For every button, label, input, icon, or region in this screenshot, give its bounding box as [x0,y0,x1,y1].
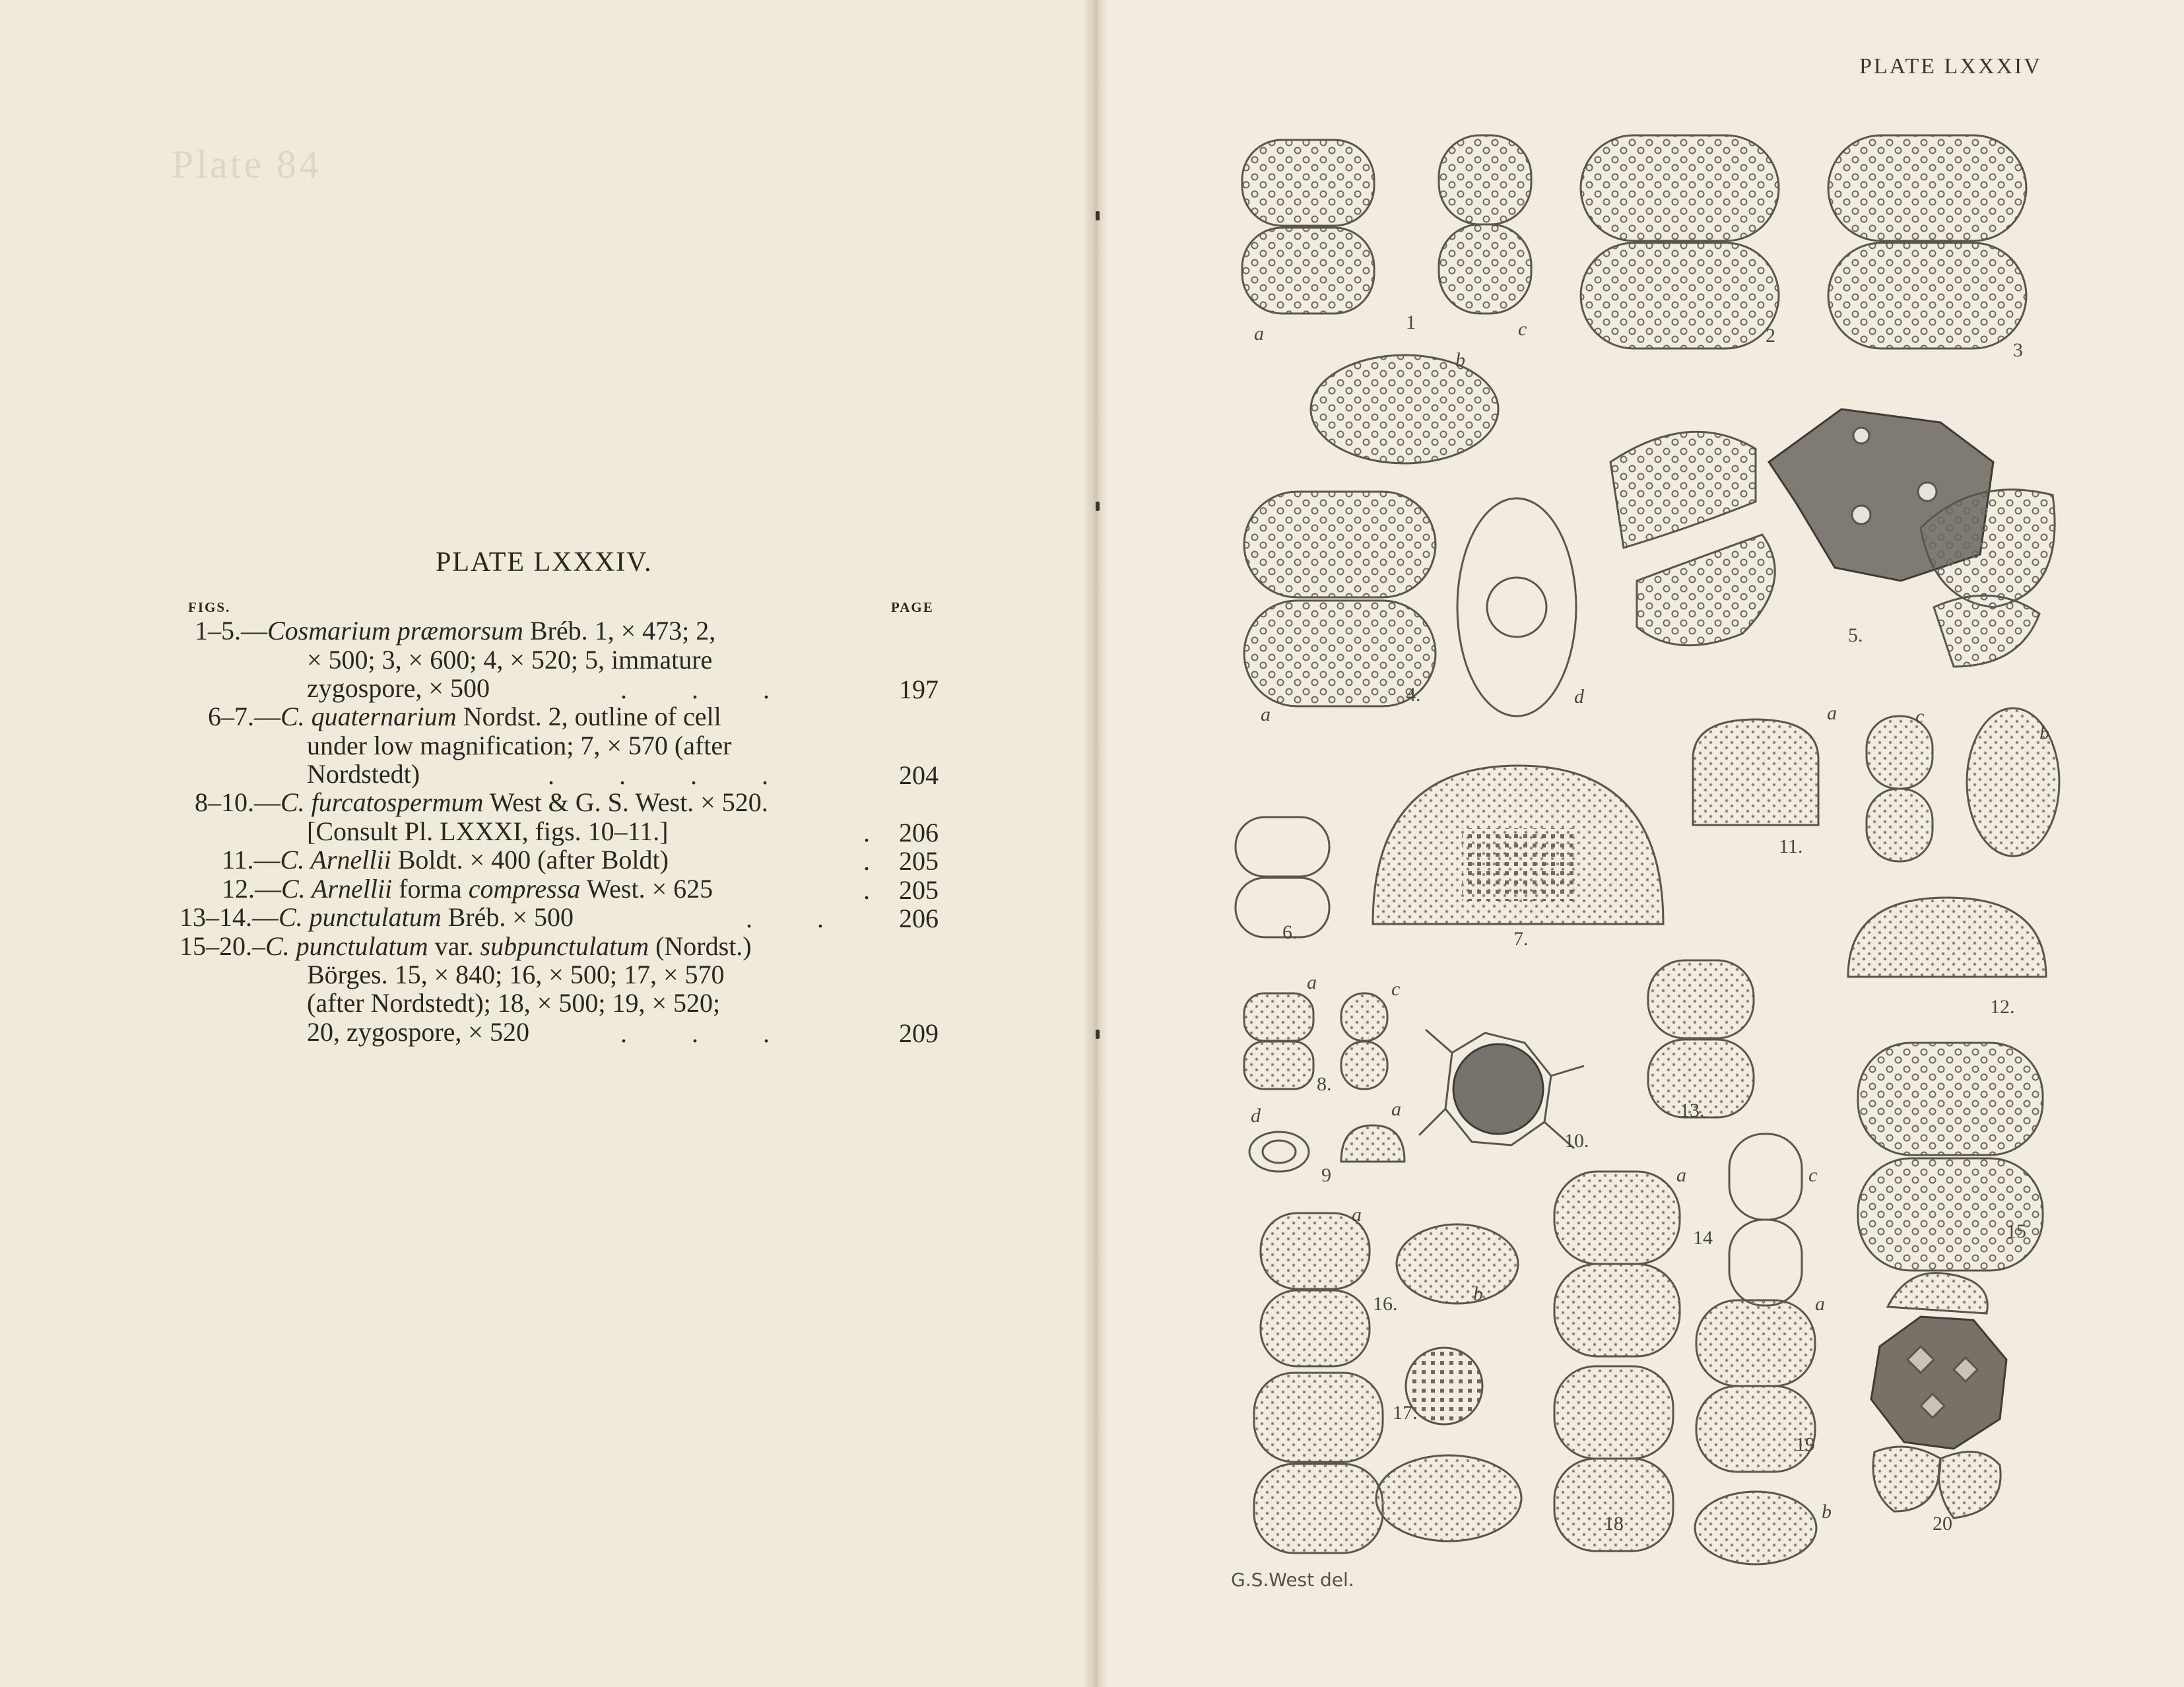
leader-dots: . . . . [548,760,768,790]
entry-text: West. × 625 [586,874,713,904]
entry-continuation: [Consult Pl. LXXXI, figs. 10–11.] [307,816,669,846]
figure-label: 20 [1933,1513,1952,1535]
figure-label: 4. [1406,684,1421,706]
entry-continuation: zygospore, × 500 [307,673,490,703]
entry-taxon: C. punctulatum [279,902,442,932]
entry-text: Bréb. × 500 [447,902,574,932]
figure-label: a [1827,702,1837,724]
entry-text: (Nordst.) [655,931,752,961]
entry-page: 206 [899,904,939,933]
figure-label: 5. [1848,624,1863,646]
leader-dots: . . . [620,1018,770,1048]
legend-entry-3 [195,788,768,817]
legend-entry-4 [222,845,669,875]
figure-1c [1439,135,1531,314]
figure-4a [1244,492,1436,706]
figure-2 [1581,135,1779,348]
entry-figs: 13–14.— [180,902,279,932]
legend-entry-6 [180,903,574,932]
figure-1b [1311,355,1498,463]
figure-label: 11. [1779,836,1803,857]
entry-figs: 8–10.— [195,787,281,817]
entry-text: Nordst. 2, outline of cell [463,702,721,731]
leader-dots: . [863,818,870,847]
figure-label: a [1261,704,1271,725]
entry-text: West & G. S. West. × 520. [489,787,768,817]
page-column-header: PAGE [891,599,934,615]
entry-text: Bréb. 1, × 473; 2, [529,616,716,645]
figure-label: b [1455,349,1465,371]
entry-taxon: C. punctulatum [265,931,428,961]
entry-taxon: C. Arnellii [280,845,391,875]
figure-label: 10. [1564,1130,1589,1152]
leader-dots: . [863,846,870,876]
figure-12 [1848,898,2046,977]
legend-entry-1 [195,616,715,645]
entry-taxon-2: subpunctulatum [480,931,649,961]
figure-10 [1419,1030,1584,1148]
legend-entry-7 [180,932,752,961]
figure-label: a [1391,1098,1401,1120]
figure-label: 16. [1373,1293,1398,1315]
entry-page: 197 [899,675,939,704]
figure-19 [1695,1300,1816,1564]
figure-label: a [1676,1164,1686,1186]
figure-label: 9 [1321,1164,1331,1186]
figure-label: 14 [1693,1227,1713,1249]
leader-dots: . . . [620,675,770,704]
figure-label: 6. [1282,921,1298,943]
entry-page: 206 [899,818,939,847]
entry-page: 204 [899,760,939,790]
figure-label: b [1473,1283,1483,1305]
figure-1a [1242,140,1374,314]
plate-title: PLATE LXXXIV. [436,547,653,578]
ghost-plate-mark: Plate 84 [172,143,321,186]
entry-text: Boldt. × 400 (after Boldt) [397,845,669,875]
leader-dots: . [863,875,870,905]
legend-entry-5 [222,875,713,904]
figure-label: 8. [1317,1073,1332,1095]
figure-label: a [1307,972,1317,993]
entry-continuation: 20, zygospore, × 520 [307,1017,529,1047]
entry-figs: 12.— [222,874,281,904]
figure-label: b [2039,722,2049,744]
figure-label: c [1808,1164,1818,1186]
entry-taxon: C. furcatospermum [281,787,484,817]
entry-page: 205 [899,846,939,876]
entry-page: 205 [899,875,939,905]
artist-credit: G.S.West del. [1231,1569,1354,1591]
entry-figs: 11.— [222,845,281,875]
figure-4d [1457,498,1576,716]
entry-text-pre: forma [399,874,462,904]
legend-entry-2 [208,702,721,731]
figure-8 [1244,993,1387,1089]
entry-taxon: C. quaternarium [281,702,457,731]
entry-taxon: Cosmarium præmorsum [267,616,523,645]
figure-label: c [1915,706,1925,727]
entry-continuation: × 500; 3, × 600; 4, × 520; 5, immature [307,645,713,675]
figure-label: 2 [1766,325,1775,347]
entry-figs: 1–5.— [195,616,267,645]
figure-label: d [1574,686,1584,708]
figure-5 [1610,409,2055,667]
figure-label: a [1352,1204,1362,1226]
entry-continuation: Nordstedt) [307,759,420,789]
figure-label: 18 [1604,1513,1624,1535]
figure-13 [1648,960,1754,1117]
figure-label: a [1254,323,1264,345]
figure-17 [1254,1348,1521,1553]
figure-6 [1236,817,1329,937]
figure-label: 12. [1990,996,2015,1018]
figure-11 [1693,708,2059,861]
figure-label: 15 [2006,1220,2026,1242]
figure-7 [1373,766,1663,924]
figure-label: c [1391,978,1401,1000]
entry-figs: 15–20.– [180,931,265,961]
running-title: PLATE LXXXIV [1859,54,2042,79]
plate-figures [1096,0,2184,1687]
entry-continuation: under low magnification; 7, × 570 (after [307,731,732,760]
figure-label: 3 [2013,339,2023,361]
entry-taxon: C. Arnellii [281,874,393,904]
figure-label: b [1822,1501,1832,1523]
entry-page: 209 [899,1018,939,1048]
entry-continuation: (after Nordstedt); 18, × 500; 19, × 520; [307,988,721,1018]
figure-label: 1 [1406,312,1416,333]
figure-label: d [1251,1105,1261,1127]
figure-label: c [1518,318,1527,340]
figure-3 [1828,135,2026,348]
leader-dots: . . [746,904,824,933]
entry-taxon-2: compressa [468,874,581,904]
entry-text-pre: var. [434,931,474,961]
figure-label: 13. [1680,1100,1705,1121]
entry-figs: 6–7.— [208,702,281,731]
figure-label: a [1815,1293,1825,1315]
figure-label: 7. [1513,928,1529,950]
figure-20 [1871,1273,2006,1518]
figs-column-header: FIGS. [188,599,231,615]
figure-label: 17. [1393,1402,1418,1424]
entry-continuation: Börges. 15, × 840; 16, × 500; 17, × 570 [307,960,725,989]
figure-label: 19 [1795,1434,1815,1455]
